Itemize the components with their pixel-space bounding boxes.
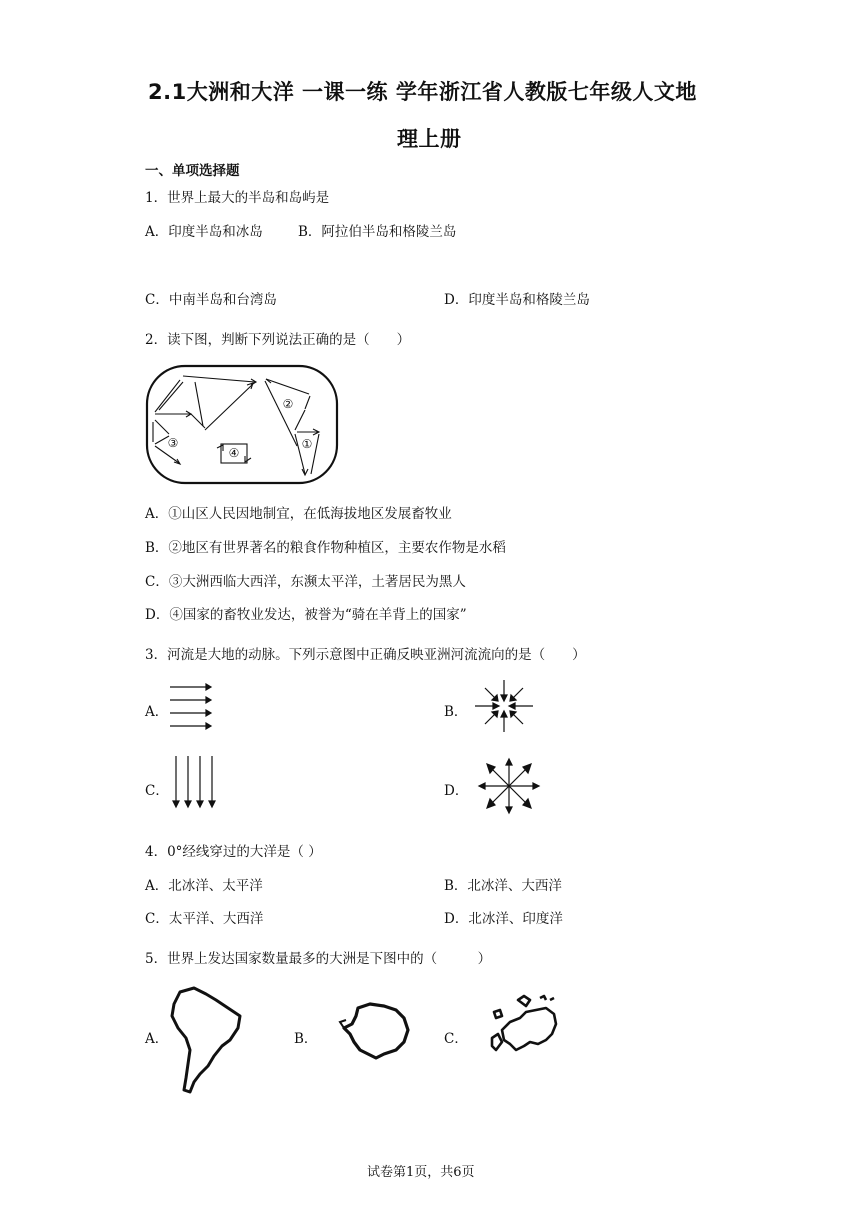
question-4-option-c[interactable]: C．太平洋、大西洋 xyxy=(145,911,264,927)
world-map-figure xyxy=(145,364,340,486)
question-2-option-c[interactable]: C．③大洲西临大西洋，东濒太平洋，土著居民为黑人 xyxy=(145,574,466,590)
question-5-option-c[interactable]: C． xyxy=(444,1031,468,1047)
question-5-stem: 5．世界上发达国家数量最多的大洲是下图中的（ ） xyxy=(145,951,492,967)
map-label-2: ② xyxy=(282,397,294,411)
question-2-option-b[interactable]: B．②地区有世界著名的粮食作物种植区，主要农作物是水稻 xyxy=(145,540,506,556)
question-1-stem: 1．世界上最大的半岛和岛屿是 xyxy=(145,190,330,206)
question-2-option-a[interactable]: A．①山区人民因地制宜，在低海拔地区发展畜牧业 xyxy=(145,506,452,522)
diverging-arrows-diagram xyxy=(478,758,540,814)
page-footer: 试卷第1页，共6页 xyxy=(367,1165,475,1180)
question-5-option-a[interactable]: A． xyxy=(145,1031,169,1047)
question-3-option-c[interactable]: C． xyxy=(145,783,169,799)
section-heading: 一、单项选择题 xyxy=(145,163,240,179)
antarctica-outline-icon xyxy=(340,1000,412,1062)
question-4-stem: 4．0°经线穿过的大洋是（ ） xyxy=(145,844,322,860)
map-label-4: ④ xyxy=(228,446,240,460)
map-label-3: ③ xyxy=(167,436,179,450)
question-1-option-b[interactable]: B．阿拉伯半岛和格陵兰岛 xyxy=(298,224,457,240)
question-1-option-a[interactable]: A．印度半岛和冰岛 xyxy=(145,224,263,240)
converging-arrows-diagram xyxy=(475,680,533,732)
map-label-1: ① xyxy=(301,437,313,451)
parallel-east-arrows-diagram xyxy=(170,682,212,732)
question-1-option-c[interactable]: C．中南半岛和台湾岛 xyxy=(145,292,277,308)
question-3-option-a[interactable]: A． xyxy=(145,704,169,720)
parallel-south-arrows-diagram xyxy=(172,756,218,808)
question-4-option-d[interactable]: D．北冰洋、印度洋 xyxy=(444,911,563,927)
page-title-line2: 理上册 xyxy=(397,127,462,151)
question-3-option-b[interactable]: B． xyxy=(444,704,468,720)
south-america-outline-icon xyxy=(168,986,244,1096)
question-2-stem: 2．读下图，判断下列说法正确的是（ ） xyxy=(145,332,411,348)
europe-outline-icon xyxy=(490,994,562,1060)
question-4-option-b[interactable]: B．北冰洋、大西洋 xyxy=(444,878,562,894)
page-title: 2.1大洲和大洋 一课一练 学年浙江省人教版七年级人文地 xyxy=(148,80,697,104)
question-4-option-a[interactable]: A．北冰洋、太平洋 xyxy=(145,878,263,894)
question-3-option-d[interactable]: D． xyxy=(444,783,469,799)
question-1-option-d[interactable]: D．印度半岛和格陵兰岛 xyxy=(444,292,590,308)
question-5-option-b[interactable]: B． xyxy=(294,1031,318,1047)
question-2-option-d[interactable]: D．④国家的畜牧业发达，被誉为“骑在羊背上的国家” xyxy=(145,607,467,623)
question-3-stem: 3．河流是大地的动脉。下列示意图中正确反映亚洲河流流向的是（ ） xyxy=(145,647,586,663)
